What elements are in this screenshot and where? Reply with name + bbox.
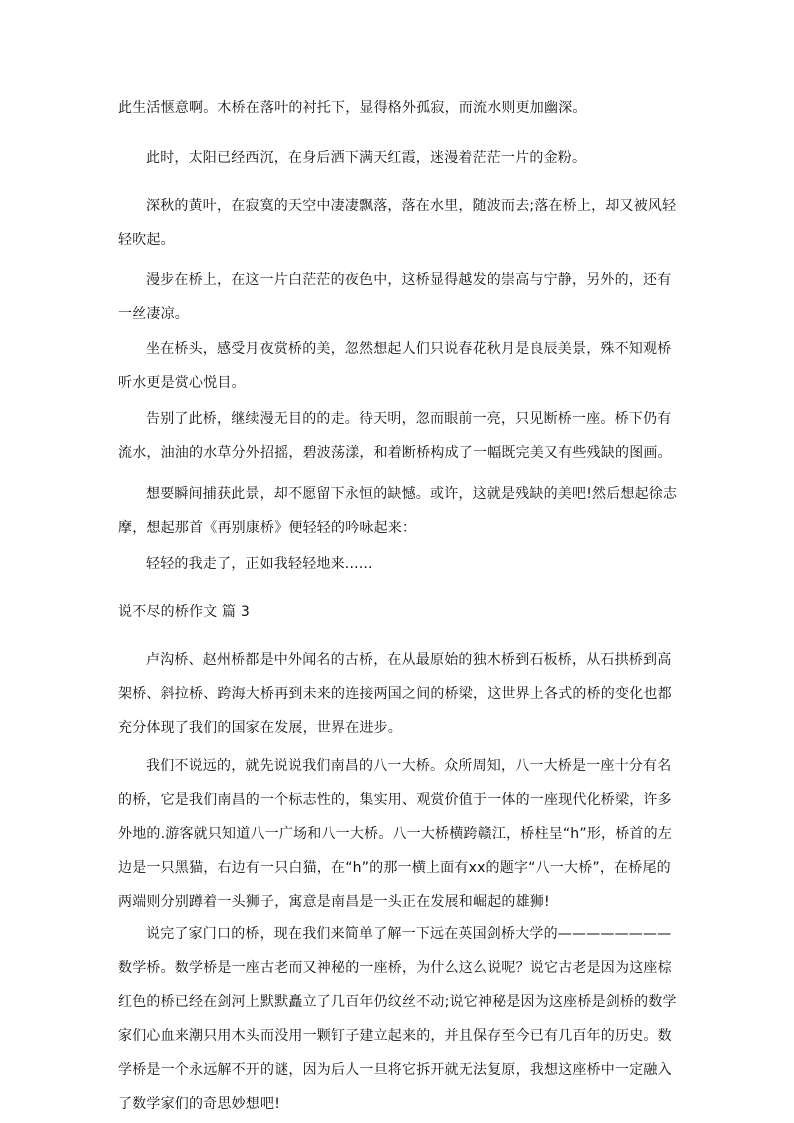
paragraph-6: 告别了此桥，继续漫无目的的走。待天明，忽而眼前一亮，只见断桥一座。桥下仍有流水，油油的水草分外招摇，碧波荡漾，和着断桥构成了一幅既完美又有些残缺的图画。 (118, 411, 672, 461)
section-heading: 说不尽的桥作文 篇 3 (118, 604, 251, 620)
paragraph-2: 此时，太阳已经西沉，在身后洒下满天红霞，迷漫着茫茫一片的金粉。 (146, 150, 587, 166)
paragraph-4: 漫步在桥上，在这一片白茫茫的夜色中，这桥显得越发的崇高与宁静，另外的，还有一丝凄凉。 (118, 272, 672, 322)
paragraph-9: 卢沟桥、赵州桥都是中外闻名的古桥，在从最原始的独木桥到石板桥，从石拱桥到高架桥、斜拉桥、跨海大桥再到未来的连接两国之间的桥梁，这世界上各式的桥的变化也都充分体现了我们的国家在发展，世界在进步。 (118, 652, 672, 736)
paragraph-7: 想要瞬间捕获此景，却不愿留下永恒的缺憾。或许，这就是残缺的美吧!然后想起徐志摩，想起那首《再别康桥》便轻轻的吟咏起来： (118, 486, 678, 536)
paragraph-10: 我们不说远的，就先说说我们南昌的八一大桥。众所周知，八一大桥是一座十分有名的桥，它是我们南昌的一个标志性的，集实用、观赏价值于一体的一座现代化桥梁，许多外地的.游客就只知道八一广场和八一大桥。八一大桥横跨赣江，桥柱呈“h”形，桥首的左边是一只黑猫，右边有一只白猫，在“h”的那一横上面有xx的题字“八一大桥”，在桥尾的两端则分别蹲着一头狮子，寓意是南昌是一头正在发展和崛起的雄狮! (118, 758, 673, 910)
paragraph-8: 轻轻的我走了，正如我轻轻地来...... (146, 556, 373, 572)
paragraph-11: 说完了家门口的桥，现在我们来简单了解一下远在英国剑桥大学的————————数学桥。数学桥是一座古老而又神秘的一座桥，为什么这么说呢？说它古老是因为这座棕红色的桥已经在剑河上默默矗立了几百年仍纹丝不动;说它神秘是因为这座桥是剑桥的数学家们心血来潮只用木头而没用一颗钉子建立起来的，并且保存至今已有几百年的历史。数学桥是一个永远解不开的谜，因为后人一旦将它拆开就无法复原，我想这座桥中一定融入了数学家们的奇思妙想吧! (118, 926, 677, 1112)
paragraph-1: 此生活惬意啊。木桥在落叶的衬托下，显得格外孤寂，而流水则更加幽深。 (118, 100, 587, 116)
paragraph-3: 深秋的黄叶，在寂寞的天空中凄凄飘落，落在水里，随波而去;落在桥上，却又被风轻轻吹起。 (118, 198, 677, 248)
paragraph-5: 坐在桥头，感受月夜赏桥的美，忽然想起人们只说春花秋月是良辰美景，殊不知观桥听水更是赏心悦目。 (118, 341, 672, 391)
